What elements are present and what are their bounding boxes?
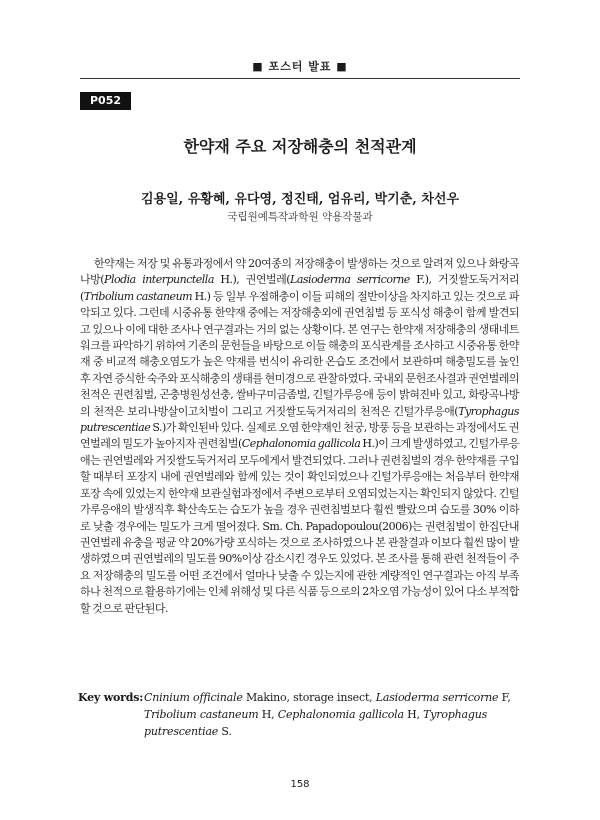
- species-name: Tyrophagus putrescentiae: [80, 404, 519, 435]
- abstract-text: 한약재는 저장 및 유통과정에서 약 20여종의 저장해충이 발생하는 것으로 알려져 있으나 화랑곡나방(: [80, 257, 519, 287]
- species-name: Tribolium castaneum: [83, 289, 193, 303]
- keyword-text: S.: [218, 725, 232, 738]
- species-name: Cephalonomia gallicola: [277, 708, 404, 721]
- abstract-text: H.), 권연벌레(: [213, 273, 291, 287]
- keyword-text: H,: [258, 708, 278, 721]
- species-name: Tyrophagus putrescentiae: [144, 708, 488, 738]
- keyword-text: H,: [403, 708, 424, 721]
- keywords-text: [144, 689, 520, 740]
- keywords-block: [78, 689, 520, 740]
- abstract-text: F.), 거짓쌀도둑거저리(: [80, 273, 519, 303]
- species-name: Cninium officinale: [144, 691, 243, 704]
- abstract-text: S.)가 확인된바 있다. 실제로 오염 한약재인 천궁, 방풍 등을 보관하는 과정에서도 권연벌레의 밀도가 높아지자 권련침벌(: [80, 421, 519, 451]
- keyword-text: F,: [498, 691, 511, 704]
- species-name: Lasioderma serricorne: [375, 691, 499, 704]
- affiliation: 국립원예특작과학원 약용작물과: [227, 211, 373, 223]
- keyword-text: Makino, storage insect,: [242, 691, 376, 704]
- section-header: ■ 포스터 발표 ■: [252, 60, 348, 73]
- species-name: Plodia interpunctella: [104, 273, 214, 287]
- author-list: 김용일, 유황혜, 유다영, 정진태, 엄유리, 박기춘, 차선우: [140, 192, 460, 207]
- page-number: 158: [290, 779, 310, 790]
- abstract-body: [80, 256, 519, 617]
- species-name: Cephalonomia gallicola: [241, 437, 361, 451]
- paper-title: 한약재 주요 저장해충의 천적관계: [183, 137, 417, 156]
- abstract-text: H.) 등 일부 우점해충이 이들 피해의 절반이상을 차지하고 있는 것으로 파악되고 있다. 그런데 시중유통 한약재 중에는 저장해충외에 권연침벌 등 포식성 해충이 함께 발견되고 있으나 이에 대한 조사나 연구결과는 거의 없는 상황이다. 본 연구는 한약재 저장해충의 생태네트워크를 파악하기 위하여 기존의 문헌들을 바탕으로 이들 해충의 포식관계를 조사하고 시중유통 한약재 중 비교적 해충오염도가 높은 약재를 번식이 유리한 온습도 조건에서 보관하며 해충밀도를 높인 후 자연 증식한 숙주와 포식해충의 생태를 현미경으로 관찰하였다. 국내외 문헌조사결과 권연벌레의 천적은 권련침벌, 곤충병원성선충, 쌀바구미금좀벌, 긴털가루응애 등이 밝혀진바 있고, 화랑곡나방의 천적은 보리나방살이고치벌이 그리고 거짓쌀도둑거저리의 천적은 긴털가루응애(: [80, 289, 519, 418]
- keywords-label: Key words:: [78, 691, 144, 704]
- species-name: Lasioderma serricorne: [290, 273, 410, 287]
- abstract-text: H.)이 크게 발생하였고, 긴털가루응애는 권연벌레와 거짓쌀도둑거저리 모두에게서 발견되었다. 그러나 권련침벌의 경우 한약재를 구입할 때부터 포장지 내에 권연벌레와 함께 있는 것이 확인되었으나 긴털가루응애는 처음부터 한약재 포장 속에 있었는지 한약재 보관실험과정에서 주변으로부터 오염되었는지는 확인되지 않았다. 긴털가루응애의 발생직후 확산속도는 습도가 높을 경우 권련침벌보다 훨씬 빨랐으며 습도를 30% 이하로 낮출 경우에는 밀도가 크게 떨어졌다. Sm. Ch. Papadopoulou(2006)는 권련침벌이 한집단내 권연벌레 유충을 평균 약 20%가량 포식하는 것으로 조사하였으나 본 관찰결과 이보다 훨씬 많이 발생하였으며 권연벌레의 밀도를 90%이상 감소시킨 경우도 있었다. 본 조사를 통해 관련 천적들이 주요 저장해충의 밀도를 어떤 조건에서 얼마나 낮출 수 있는지에 관한 계량적인 연구결과는 아직 부족하나 천적으로 활용하기에는 인체 위해성 및 다른 식품 등으로의 2차오염 가능성이 있어 다소 부적합 할 것으로 판단된다.: [80, 437, 519, 615]
- species-name: Tribolium castaneum: [144, 708, 259, 721]
- abstract-code-badge: P052: [80, 92, 131, 110]
- header-divider: [80, 78, 520, 79]
